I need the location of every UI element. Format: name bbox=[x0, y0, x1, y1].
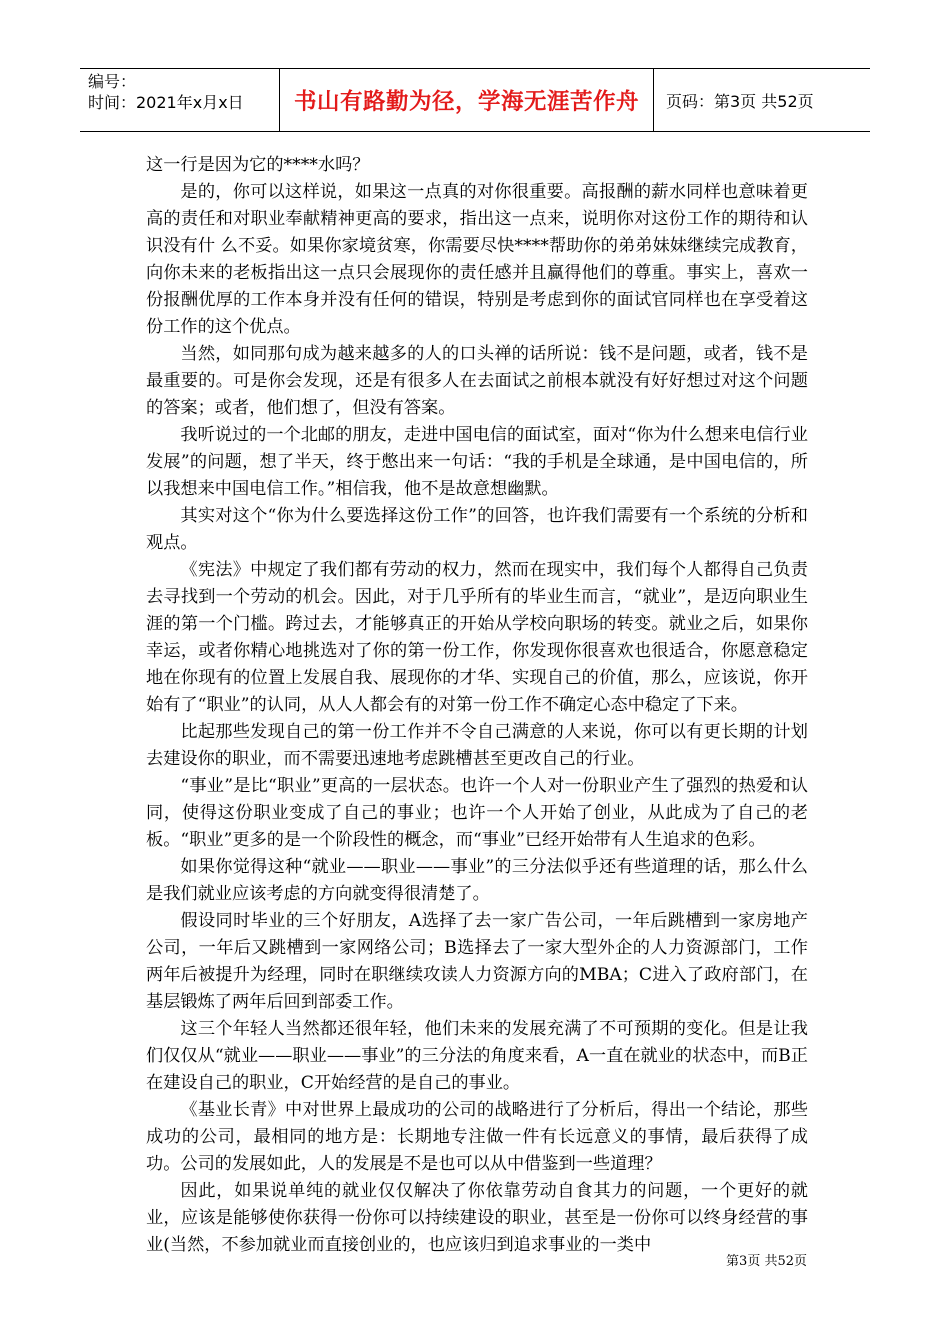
paragraph: 《基业长青》中对世界上最成功的公司的战略进行了分析后，得出一个结论，那些成功的公司，最相同的地方是：长期地专注做一件有长远意义的事情，最后获得了成功。公司的发展如此，人的发展是不是也可以从中借鉴到一些道理？ bbox=[146, 1100, 808, 1174]
document-body bbox=[146, 152, 808, 1259]
document-time-label: 时间：2021年x月x日 bbox=[88, 93, 244, 112]
header-page-info: 页码：第3页 共52页 bbox=[666, 91, 814, 111]
document-number-label: 编号： bbox=[88, 72, 137, 91]
header-motto: 书山有路勤为径，学海无涯苦作舟 bbox=[293, 89, 639, 115]
paragraph: 《宪法》中规定了我们都有劳动的权力，然而在现实中，我们每个人都得自己负责去寻找到一个劳动的机会。因此，对于几乎所有的毕业生而言，“就业”，是迈向职业生涯的第一个门槛。跨过去，才能够真正的开始从学校向职场的转变。就业之后，如果你幸运，或者你精心地挑选对了你的第一份工作，你发现你很喜欢也很适合，你愿意稳定地在你现有的位置上发展自我、展现你的才华、实现自己的价值，那么，应该说，你开始有了“职业”的认同，从人人都会有的对第一份工作不确定心态中稳定了下来。 bbox=[146, 560, 808, 715]
page-header bbox=[80, 68, 870, 132]
header-meta bbox=[80, 69, 280, 131]
paragraph: 是的，你可以这样说，如果这一点真的对你很重要。高报酬的薪水同样也意味着更高的责任和对职业奉献精神更高的要求，指出这一点来，说明你对这份工作的期待和认识没有什 么不妥。如果你家境贫寒，你需要尽快****帮助你的弟弟妹妹继续完成教育，向你未来的老板指出这一点只会展现你的责任感并且赢得他们的尊重。事实上，喜欢一份报酬优厚的工作本身并没有任何的错误，特别是考虑到你的面试官同样也在享受着这份工作的这个优点。 bbox=[146, 182, 808, 337]
paragraph: 因此，如果说单纯的就业仅仅解决了你依靠劳动自食其力的问题，一个更好的就业，应该是能够使你获得一份你可以持续建设的职业，甚至是一份你可以终身经营的事业(当然，不参加就业而直接创业的，也应该归到追求事业的一类中 bbox=[146, 1181, 808, 1255]
paragraph: “事业”是比“职业”更高的一层状态。也许一个人对一份职业产生了强烈的热爱和认同，使得这份职业变成了自己的事业；也许一个人开始了创业，从此成为了自己的老板。“职业”更多的是一个阶段性的概念，而“事业”已经开始带有人生追求的色彩。 bbox=[146, 776, 808, 850]
paragraph: 这一行是因为它的****水吗？ bbox=[146, 155, 370, 175]
paragraph: 比起那些发现自己的第一份工作并不令自己满意的人来说，你可以有更长期的计划去建设你的职业，而不需要迅速地考虑跳槽甚至更改自己的行业。 bbox=[146, 722, 808, 769]
header-motto-cell bbox=[280, 69, 654, 131]
paragraph: 这三个年轻人当然都还很年轻，他们未来的发展充满了不可预期的变化。但是让我们仅仅从“就业——职业——事业”的三分法的角度来看，A一直在就业的状态中，而B正在建设自己的职业，C开始经营的是自己的事业。 bbox=[146, 1019, 808, 1093]
paragraph: 当然，如同那句成为越来越多的人的口头禅的话所说：钱不是问题，或者，钱不是最重要的。可是你会发现，还是有很多人在去面试之前根本就没有好好想过对这个问题的答案；或者，他们想了，但没有答案。 bbox=[146, 344, 808, 418]
page-footer: 第3页 共52页 bbox=[726, 1254, 807, 1269]
header-page-info-cell bbox=[654, 69, 870, 131]
paragraph: 如果你觉得这种“就业——职业——事业”的三分法似乎还有些道理的话，那么什么是我们就业应该考虑的方向就变得很清楚了。 bbox=[146, 857, 808, 904]
paragraph: 假设同时毕业的三个好朋友，A选择了去一家广告公司，一年后跳槽到一家房地产公司，一年后又跳槽到一家网络公司；B选择去了一家大型外企的人力资源部门，工作两年后被提升为经理，同时在职继续攻读人力资源方向的MBA；C进入了政府部门，在基层锻炼了两年后回到部委工作。 bbox=[146, 911, 808, 1012]
paragraph: 其实对这个“你为什么要选择这份工作”的回答，也许我们需要有一个系统的分析和观点。 bbox=[146, 506, 808, 553]
paragraph: 我听说过的一个北邮的朋友，走进中国电信的面试室，面对“你为什么想来电信行业发展”的问题，想了半天，终于憋出来一句话：“我的手机是全球通，是中国电信的，所以我想来中国电信工作。”相信我，他不是故意想幽默。 bbox=[146, 425, 808, 499]
